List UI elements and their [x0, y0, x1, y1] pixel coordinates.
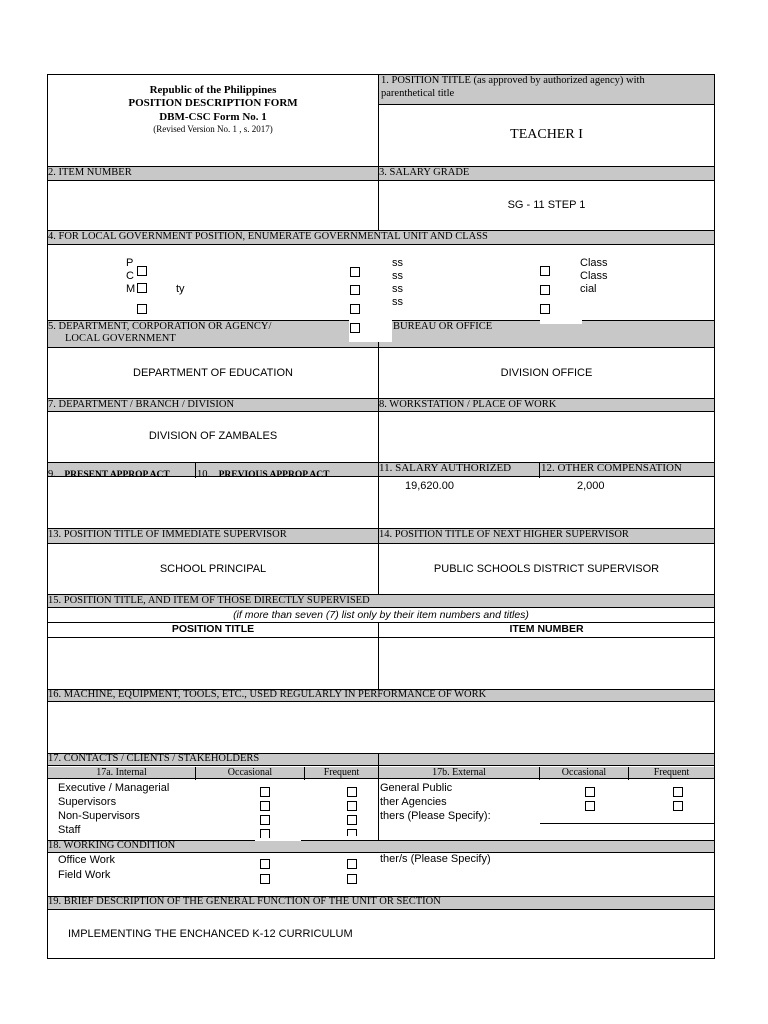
internal-frequent-checkbox[interactable]: [347, 815, 357, 825]
form-title: POSITION DESCRIPTION FORM: [128, 97, 298, 109]
lgu-col1: P C M: [126, 257, 136, 295]
external-header: 17b. External: [432, 767, 486, 778]
branch-label: 7. DEPARTMENT / BRANCH / DIVISION: [48, 399, 235, 410]
lgu-col2: ss ss ss ss: [392, 257, 403, 308]
supervised-note: (if more than seven (7) list only by their item numbers and titles): [233, 609, 529, 621]
office-work-occasional-checkbox[interactable]: [260, 859, 270, 869]
external-occasional-checkbox[interactable]: [585, 801, 595, 811]
supervised-label: 15. POSITION TITLE, AND ITEM OF THOSE DIRECTLY SUPERVISED: [48, 595, 370, 606]
other-conditions-label: ther/s (Please Specify): [380, 853, 491, 865]
lgu-checkbox[interactable]: [540, 304, 550, 314]
internal-list: Executive / Managerial Supervisors Non-Supervisors Staff: [58, 782, 170, 836]
office-work-frequent-checkbox[interactable]: [347, 859, 357, 869]
s1-label: 1. POSITION TITLE (as approved by authorized agency) with parenthetical title: [379, 75, 714, 105]
form-number: DBM-CSC Form No. 1: [159, 111, 267, 123]
external-frequent-checkbox[interactable]: [673, 787, 683, 797]
other-compensation-value: 2,000: [577, 480, 605, 492]
salary-authorized-label: 11. SALARY AUTHORIZED: [379, 462, 512, 474]
present-approp-label: 9. PRESENT APPROP ACT: [48, 469, 170, 480]
machines-label: 16. MACHINE, EQUIPMENT, TOOLS, ETC., USED REGULARLY IN PERFORMANCE OF WORK: [48, 689, 487, 700]
contacts-label: 17. CONTACTS / CLIENTS / STAKEHOLDERS: [48, 753, 260, 764]
external-occasional-header: Occasional: [561, 767, 607, 778]
lgu-checkbox[interactable]: [137, 304, 147, 314]
external-frequent-checkbox[interactable]: [673, 801, 683, 811]
lgu-checkbox[interactable]: [137, 283, 147, 293]
lgu-checkbox[interactable]: [137, 266, 147, 276]
bureau-label: BUREAU OR OFFICE: [393, 321, 493, 332]
salary-grade-value: SG - 11 STEP 1: [507, 199, 586, 211]
others-specify-line[interactable]: [540, 823, 715, 824]
external-occasional-checkbox[interactable]: [585, 787, 595, 797]
item-number-label: 2. ITEM NUMBER: [48, 167, 132, 178]
revised-text: (Revised Version No. 1 , s. 2017): [153, 124, 273, 134]
working-condition-list: Office Work Field Work: [58, 854, 116, 881]
field-work-occasional-checkbox[interactable]: [260, 874, 270, 884]
internal-frequent-checkbox[interactable]: [347, 787, 357, 797]
other-compensation-label: 12. OTHER COMPENSATION: [541, 462, 682, 474]
next-supervisor-label: 14. POSITION TITLE OF NEXT HIGHER SUPERVISOR: [379, 529, 629, 540]
lgu-checkbox[interactable]: [350, 285, 360, 295]
lgu-checkbox[interactable]: [350, 267, 360, 277]
internal-occasional-checkbox[interactable]: [260, 815, 270, 825]
lgu-checkbox[interactable]: [350, 323, 360, 333]
internal-occasional-header: Occasional: [227, 767, 273, 778]
internal-occasional-checkbox[interactable]: [260, 787, 270, 797]
general-function-label: 19. BRIEF DESCRIPTION OF THE GENERAL FUNCTION OF THE UNIT OR SECTION: [48, 896, 441, 907]
general-function-value: IMPLEMENTING THE ENCHANCED K-12 CURRICULUM: [68, 928, 353, 940]
position-title-header: POSITION TITLE: [171, 623, 255, 635]
position-title-value: TEACHER I: [510, 127, 583, 142]
salary-grade-label: 3. SALARY GRADE: [379, 167, 470, 178]
lgu-checkbox[interactable]: [540, 285, 550, 295]
republic-text: Republic of the Philippines: [149, 84, 277, 96]
field-work-frequent-checkbox[interactable]: [347, 874, 357, 884]
next-supervisor-value: PUBLIC SCHOOLS DISTRICT SUPERVISOR: [433, 563, 660, 575]
item-number-header: ITEM NUMBER: [509, 623, 584, 635]
lgu-checkbox[interactable]: [540, 266, 550, 276]
internal-frequent-header: Frequent: [323, 767, 360, 778]
lgu-col3: Class Class cial: [580, 257, 608, 295]
working-condition-label: 18. WORKING CONDITION: [48, 840, 176, 851]
external-list: General Public ther Agencies thers (Please Specify):: [380, 782, 491, 822]
salary-authorized-value: 19,620.00: [405, 480, 454, 492]
workstation-label: 8. WORKSTATION / PLACE OF WORK: [379, 399, 557, 410]
immediate-supervisor-value: SCHOOL PRINCIPAL: [159, 563, 267, 575]
lgu-label: 4. FOR LOCAL GOVERNMENT POSITION, ENUMERATE GOVERNMENTAL UNIT AND CLASS: [48, 231, 488, 242]
internal-header: 17a. Internal: [96, 767, 147, 778]
form-header: [48, 84, 378, 135]
external-frequent-header: Frequent: [653, 767, 690, 778]
bureau-value: DIVISION OFFICE: [500, 367, 593, 379]
previous-approp-label: 10. PREVIOUS APPROP ACT: [197, 469, 330, 480]
immediate-supervisor-label: 13. POSITION TITLE OF IMMEDIATE SUPERVISOR: [48, 529, 287, 540]
branch-value: DIVISION OF ZAMBALES: [148, 430, 278, 442]
department-value: DEPARTMENT OF EDUCATION: [133, 367, 293, 379]
department-label: 5. DEPARTMENT, CORPORATION OR AGENCY/ LOCAL GOVERNMENT: [48, 321, 272, 344]
internal-occasional-checkbox[interactable]: [260, 801, 270, 811]
lgu-checkbox[interactable]: [350, 304, 360, 314]
internal-frequent-checkbox[interactable]: [347, 801, 357, 811]
